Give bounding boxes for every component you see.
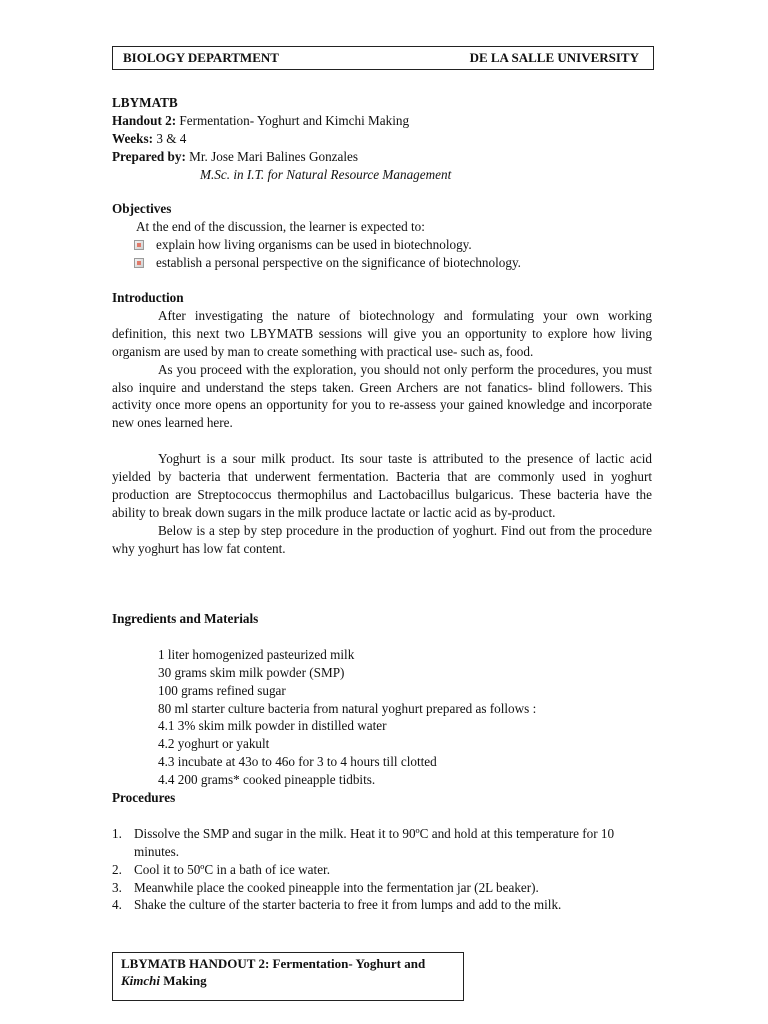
objective-item: explain how living organisms can be used in biotechnology. xyxy=(112,236,652,254)
course-code: LBYMATB xyxy=(112,95,178,110)
handout-line xyxy=(112,112,652,130)
intro-paragraph: After investigating the nature of biotechnology and formulating your own working definition, this next two LBYMATB sessions will give you an opportunity to explore how living organism are used by man to create something with practical use- such as, food. xyxy=(112,307,652,359)
introduction-heading: Introduction xyxy=(112,290,184,305)
introduction-section xyxy=(112,289,652,558)
prepared-label: Prepared by: xyxy=(112,148,186,164)
handout-title: Fermentation- Yoghurt and Kimchi Making xyxy=(179,112,410,128)
ingredient-item: 100 grams refined sugar xyxy=(158,682,286,698)
header-university: DE LA SALLE UNIVERSITY xyxy=(469,50,639,66)
bullet-icon xyxy=(134,258,144,268)
footer-box xyxy=(112,952,464,1001)
footer-line2: Kimchi Making xyxy=(121,973,207,988)
ingredient-item: 80 ml starter culture bacteria from natural yoghurt prepared as follows : xyxy=(158,700,537,716)
weeks-line xyxy=(112,130,652,148)
procedure-step: 2. Cool it to 50ºC in a bath of ice water. xyxy=(112,861,331,877)
ingredients-section xyxy=(112,610,652,914)
handout-label: Handout 2: xyxy=(112,112,177,128)
ingredients-heading: Ingredients and Materials xyxy=(112,611,259,626)
procedure-step: 4. Shake the culture of the starter bacteria to free it from lumps and add to the milk. xyxy=(112,897,562,913)
ingredient-item: 1 liter homogenized pasteurized milk xyxy=(158,646,355,662)
footer-line1: LBYMATB HANDOUT 2: Fermentation- Yoghurt and xyxy=(121,956,426,971)
procedure-step: 3. Meanwhile place the cooked pineapple into the fermentation jar (2L beaker). xyxy=(112,879,539,895)
header-box xyxy=(112,46,654,70)
ingredient-item: 4.1 3% skim milk powder in distilled water xyxy=(158,718,387,734)
procedure-list xyxy=(112,825,652,915)
header-department: BIOLOGY DEPARTMENT xyxy=(123,50,279,66)
weeks-value: 3 & 4 xyxy=(156,130,187,146)
procedures-heading: Procedures xyxy=(112,790,176,806)
prepared-name: Mr. Jose Mari Balines Gonzales xyxy=(189,148,359,164)
weeks-label: Weeks: xyxy=(112,130,154,146)
bullet-icon xyxy=(134,240,144,250)
ingredient-item: 4.2 yoghurt or yakult xyxy=(158,736,270,752)
procedure-step: 1. Dissolve the SMP and sugar in the milk. Heat it to 90ºC and hold at this temperature for 10 minutes. xyxy=(112,825,615,859)
ingredient-item: 4.3 incubate at 43o to 46o for 3 to 4 hours till clotted xyxy=(158,754,437,770)
intro-paragraph: Below is a step by step procedure in the production of yoghurt. Find out from the procedure why yoghurt has low fat content. xyxy=(112,522,652,556)
prepared-credential: M.Sc. in I.T. for Natural Resource Management xyxy=(200,166,452,182)
prepared-line xyxy=(112,148,652,166)
course-info xyxy=(112,94,652,184)
objective-item: establish a personal perspective on the significance of biotechnology. xyxy=(112,254,652,272)
ingredient-item: 30 grams skim milk powder (SMP) xyxy=(158,664,345,680)
ingredient-item: 4.4 200 grams* cooked pineapple tidbits. xyxy=(158,772,376,788)
objectives-intro: At the end of the discussion, the learner is expected to: xyxy=(136,218,425,234)
intro-paragraph: As you proceed with the exploration, you should not only perform the procedures, you must also inquire and understand the steps taken. Green Archers are not fanatics- blind followers. This activity once more opens an opportunity for you to re-assess your gained knowledge and incorporate new ones learned here. xyxy=(112,361,652,431)
objectives-heading: Objectives xyxy=(112,201,172,216)
intro-paragraph: Yoghurt is a sour milk product. Its sour taste is attributed to the presence of lactic acid yielded by bacteria that underwent fermentation. Bacteria that are commonly used in yoghurt production are Streptococcus thermophilus and Lactobacillus bulgaricus. These bacteria have the ability to break down sugars in the milk produce lactate or lactic acid as by-product. xyxy=(112,451,652,520)
objectives-section xyxy=(112,200,652,272)
